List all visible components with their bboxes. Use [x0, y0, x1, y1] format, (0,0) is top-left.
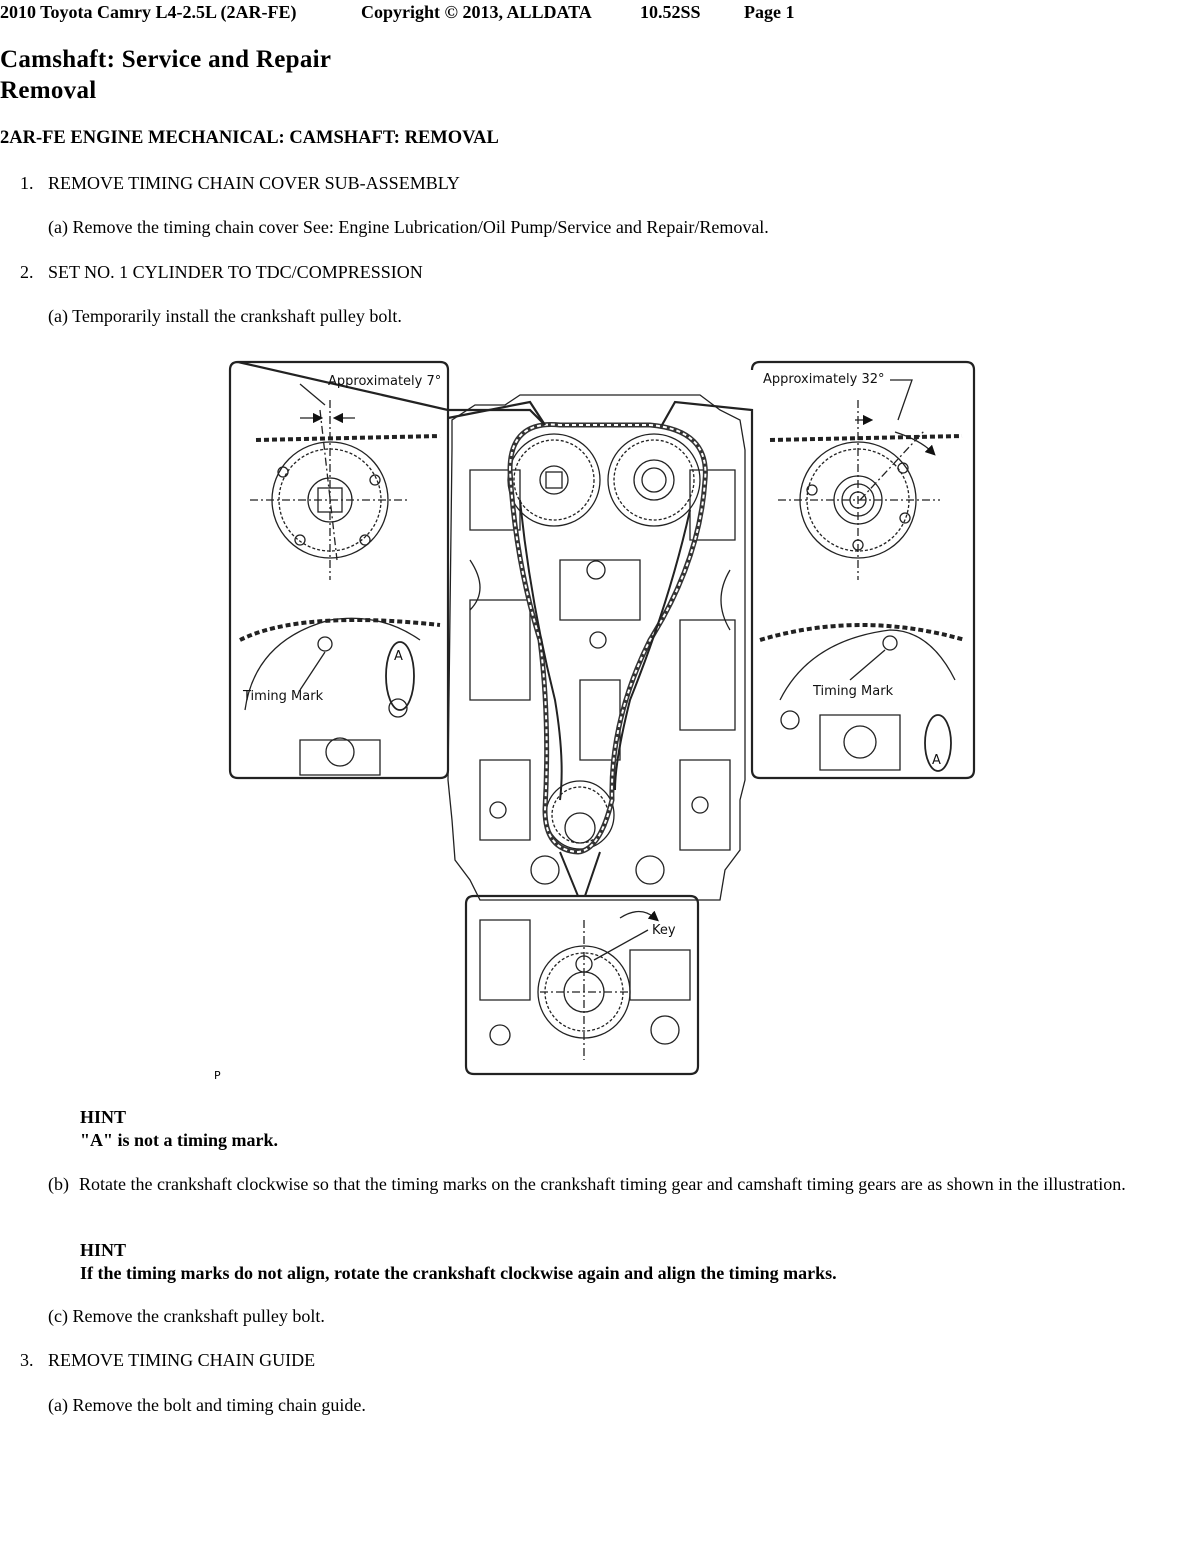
- hint-label: HINT: [80, 1107, 127, 1127]
- step-number: 3.: [20, 1350, 34, 1370]
- sub-text: Remove the crankshaft pulley bolt.: [72, 1306, 325, 1326]
- step-1-sub-a: [48, 217, 769, 238]
- step-number: 2.: [20, 262, 34, 282]
- vehicle-title: 2010 Toyota Camry L4-2.5L (2AR-FE): [0, 2, 297, 22]
- step-label: REMOVE TIMING CHAIN GUIDE: [48, 1350, 316, 1370]
- right-angle-label: Approximately 32°: [763, 372, 885, 387]
- title-line-1: Camshaft: Service and Repair: [0, 46, 332, 73]
- step-label: SET NO. 1 CYLINDER TO TDC/COMPRESSION: [48, 262, 423, 282]
- page-title: [0, 44, 331, 106]
- step-number: 1.: [20, 173, 34, 193]
- hint-2: [80, 1239, 837, 1285]
- right-mark-a-label: A: [932, 753, 941, 768]
- hint-label: HINT: [80, 1240, 127, 1260]
- step-label: REMOVE TIMING CHAIN COVER SUB-ASSEMBLY: [48, 173, 460, 193]
- section-heading: 2AR-FE ENGINE MECHANICAL: CAMSHAFT: REMOVAL: [0, 128, 499, 148]
- step-2-sub-c: [48, 1306, 325, 1327]
- right-timing-mark-label: Timing Mark: [813, 684, 894, 699]
- step-2: [20, 262, 423, 283]
- step-3: [20, 1350, 315, 1371]
- sub-text: Remove the bolt and timing chain guide.: [72, 1395, 366, 1415]
- left-timing-mark-label: Timing Mark: [243, 689, 324, 704]
- title-line-2: Removal: [0, 77, 97, 104]
- sub-marker: (a): [48, 306, 68, 326]
- sub-marker: (a): [48, 217, 68, 237]
- version-text: 10.52SS: [640, 2, 701, 22]
- key-label: Key: [652, 923, 676, 938]
- step-1: [20, 173, 460, 194]
- step-3-sub-a: [48, 1395, 366, 1416]
- left-angle-label: Approximately 7°: [328, 374, 442, 389]
- left-mark-a-label: A: [394, 649, 403, 664]
- step-2-sub-a: [48, 306, 402, 327]
- hint-text: "A" is not a timing mark.: [80, 1130, 278, 1150]
- figure-code: P: [214, 1069, 221, 1082]
- sub-text: Temporarily install the crankshaft pulley bolt.: [72, 306, 402, 326]
- page-number: Page 1: [744, 2, 795, 22]
- copyright-text: Copyright © 2013, ALLDATA: [361, 2, 592, 22]
- hint-text: If the timing marks do not align, rotate the crankshaft clockwise again and align the timing marks.: [80, 1263, 837, 1283]
- step-2-sub-b: [48, 1173, 1128, 1196]
- sub-marker: (a): [48, 1395, 68, 1415]
- sub-text: Remove the timing chain cover See: Engine Lubrication/Oil Pump/Service and Repair/Removal.: [72, 217, 769, 237]
- sub-marker: (c): [48, 1306, 68, 1326]
- sub-text: Rotate the crankshaft clockwise so that the timing marks on the crankshaft timing gear and camshaft timing gears are as shown in the illustration.: [79, 1174, 1126, 1194]
- sub-marker: (b): [48, 1174, 69, 1194]
- hint-1: [80, 1106, 278, 1152]
